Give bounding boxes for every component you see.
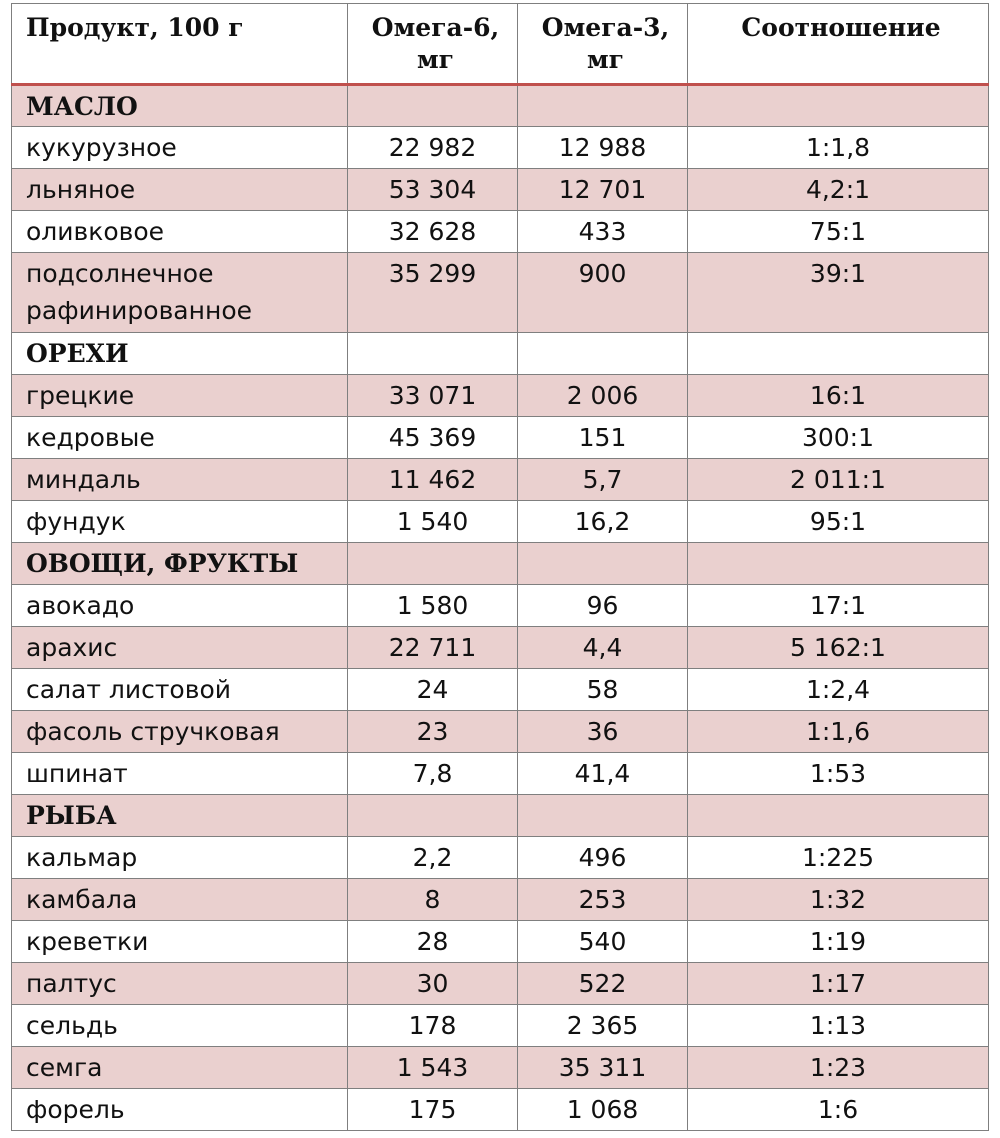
cell-omega6: 22 711	[348, 627, 518, 669]
cell-product: камбала	[12, 879, 348, 921]
cell-ratio: 1:1,6	[688, 711, 989, 753]
cell-ratio: 1:19	[688, 921, 989, 963]
cell-omega3: 2 365	[518, 1005, 688, 1047]
table-row	[12, 253, 989, 333]
cell-omega3: 5,7	[518, 459, 688, 501]
omega-table-container	[11, 3, 989, 1131]
table-row	[12, 669, 989, 711]
cell-omega6: 175	[348, 1089, 518, 1131]
cell-omega3: 496	[518, 837, 688, 879]
cell-omega6: 2,2	[348, 837, 518, 879]
cell-omega3	[518, 795, 688, 837]
table-row	[12, 963, 989, 1005]
cell-omega3: 2 006	[518, 375, 688, 417]
cell-ratio	[688, 85, 989, 127]
table-row	[12, 1005, 989, 1047]
cell-omega6: 35 299	[348, 253, 518, 333]
table-row	[12, 211, 989, 253]
cell-product: льняное	[12, 169, 348, 211]
cell-product: ОРЕХИ	[12, 333, 348, 375]
cell-omega3: 540	[518, 921, 688, 963]
cell-omega6: 32 628	[348, 211, 518, 253]
cell-ratio: 95:1	[688, 501, 989, 543]
table-row	[12, 627, 989, 669]
cell-ratio: 1:2,4	[688, 669, 989, 711]
table-body	[12, 85, 989, 1131]
table-row	[12, 1089, 989, 1131]
cell-product: семга	[12, 1047, 348, 1089]
cell-product: арахис	[12, 627, 348, 669]
cell-omega6: 33 071	[348, 375, 518, 417]
cell-ratio: 5 162:1	[688, 627, 989, 669]
cell-omega3: 12 701	[518, 169, 688, 211]
cell-product: грецкие	[12, 375, 348, 417]
cell-product: авокадо	[12, 585, 348, 627]
cell-ratio: 1:32	[688, 879, 989, 921]
omega-ratio-table	[11, 3, 989, 1131]
cell-omega3: 151	[518, 417, 688, 459]
cell-omega6: 178	[348, 1005, 518, 1047]
table-row	[12, 459, 989, 501]
cell-product: миндаль	[12, 459, 348, 501]
cell-omega3: 253	[518, 879, 688, 921]
cell-omega6: 30	[348, 963, 518, 1005]
cell-omega6: 11 462	[348, 459, 518, 501]
cell-ratio: 1:17	[688, 963, 989, 1005]
cell-product: салат листовой	[12, 669, 348, 711]
cell-ratio: 1:1,8	[688, 127, 989, 169]
cell-omega3: 522	[518, 963, 688, 1005]
header-omega3: Омега-3, мг	[518, 4, 688, 85]
cell-product: фундук	[12, 501, 348, 543]
cell-ratio	[688, 543, 989, 585]
table-row	[12, 585, 989, 627]
cell-omega6	[348, 543, 518, 585]
table-row	[12, 837, 989, 879]
cell-omega3	[518, 85, 688, 127]
table-row-category	[12, 85, 989, 127]
table-row	[12, 127, 989, 169]
cell-omega6	[348, 333, 518, 375]
cell-omega3: 96	[518, 585, 688, 627]
cell-ratio: 1:23	[688, 1047, 989, 1089]
header-omega6: Омега-6, мг	[348, 4, 518, 85]
table-row	[12, 753, 989, 795]
cell-omega3: 35 311	[518, 1047, 688, 1089]
cell-omega3: 16,2	[518, 501, 688, 543]
cell-ratio: 300:1	[688, 417, 989, 459]
cell-omega6: 7,8	[348, 753, 518, 795]
cell-product: кукурузное	[12, 127, 348, 169]
cell-omega3: 41,4	[518, 753, 688, 795]
cell-ratio	[688, 333, 989, 375]
cell-ratio: 4,2:1	[688, 169, 989, 211]
table-row	[12, 375, 989, 417]
cell-omega3: 36	[518, 711, 688, 753]
cell-product: подсолнечное рафинированное	[12, 253, 348, 333]
header-product: Продукт, 100 г	[12, 4, 348, 85]
cell-ratio: 75:1	[688, 211, 989, 253]
cell-product: креветки	[12, 921, 348, 963]
cell-product: кедровые	[12, 417, 348, 459]
cell-omega6: 23	[348, 711, 518, 753]
table-row	[12, 921, 989, 963]
table-row	[12, 501, 989, 543]
cell-ratio: 1:6	[688, 1089, 989, 1131]
cell-omega6: 8	[348, 879, 518, 921]
cell-omega3: 4,4	[518, 627, 688, 669]
table-header-row	[12, 4, 989, 85]
cell-omega6: 28	[348, 921, 518, 963]
cell-product: РЫБА	[12, 795, 348, 837]
cell-ratio	[688, 795, 989, 837]
cell-product: палтус	[12, 963, 348, 1005]
cell-product: шпинат	[12, 753, 348, 795]
cell-omega6: 1 543	[348, 1047, 518, 1089]
cell-ratio: 17:1	[688, 585, 989, 627]
cell-product: сельдь	[12, 1005, 348, 1047]
table-row	[12, 1047, 989, 1089]
cell-ratio: 2 011:1	[688, 459, 989, 501]
table-row-category	[12, 543, 989, 585]
cell-omega3: 1 068	[518, 1089, 688, 1131]
cell-omega3: 58	[518, 669, 688, 711]
cell-omega6	[348, 85, 518, 127]
table-row-category	[12, 333, 989, 375]
cell-ratio: 1:225	[688, 837, 989, 879]
cell-omega6: 1 580	[348, 585, 518, 627]
cell-omega6: 22 982	[348, 127, 518, 169]
cell-product: оливковое	[12, 211, 348, 253]
cell-product: форель	[12, 1089, 348, 1131]
cell-omega3: 900	[518, 253, 688, 333]
cell-omega6: 24	[348, 669, 518, 711]
table-row	[12, 879, 989, 921]
cell-omega3: 433	[518, 211, 688, 253]
table-row	[12, 711, 989, 753]
cell-omega3	[518, 333, 688, 375]
cell-omega6: 1 540	[348, 501, 518, 543]
table-row	[12, 417, 989, 459]
cell-omega3	[518, 543, 688, 585]
cell-omega6: 45 369	[348, 417, 518, 459]
cell-ratio: 16:1	[688, 375, 989, 417]
header-ratio: Соотношение	[688, 4, 989, 85]
cell-omega6	[348, 795, 518, 837]
cell-product: МАСЛО	[12, 85, 348, 127]
cell-product: кальмар	[12, 837, 348, 879]
cell-ratio: 1:13	[688, 1005, 989, 1047]
cell-omega3: 12 988	[518, 127, 688, 169]
cell-ratio: 1:53	[688, 753, 989, 795]
table-row-category	[12, 795, 989, 837]
cell-product: фасоль стручковая	[12, 711, 348, 753]
cell-product: ОВОЩИ, ФРУКТЫ	[12, 543, 348, 585]
table-row	[12, 169, 989, 211]
cell-omega6: 53 304	[348, 169, 518, 211]
cell-ratio: 39:1	[688, 253, 989, 333]
